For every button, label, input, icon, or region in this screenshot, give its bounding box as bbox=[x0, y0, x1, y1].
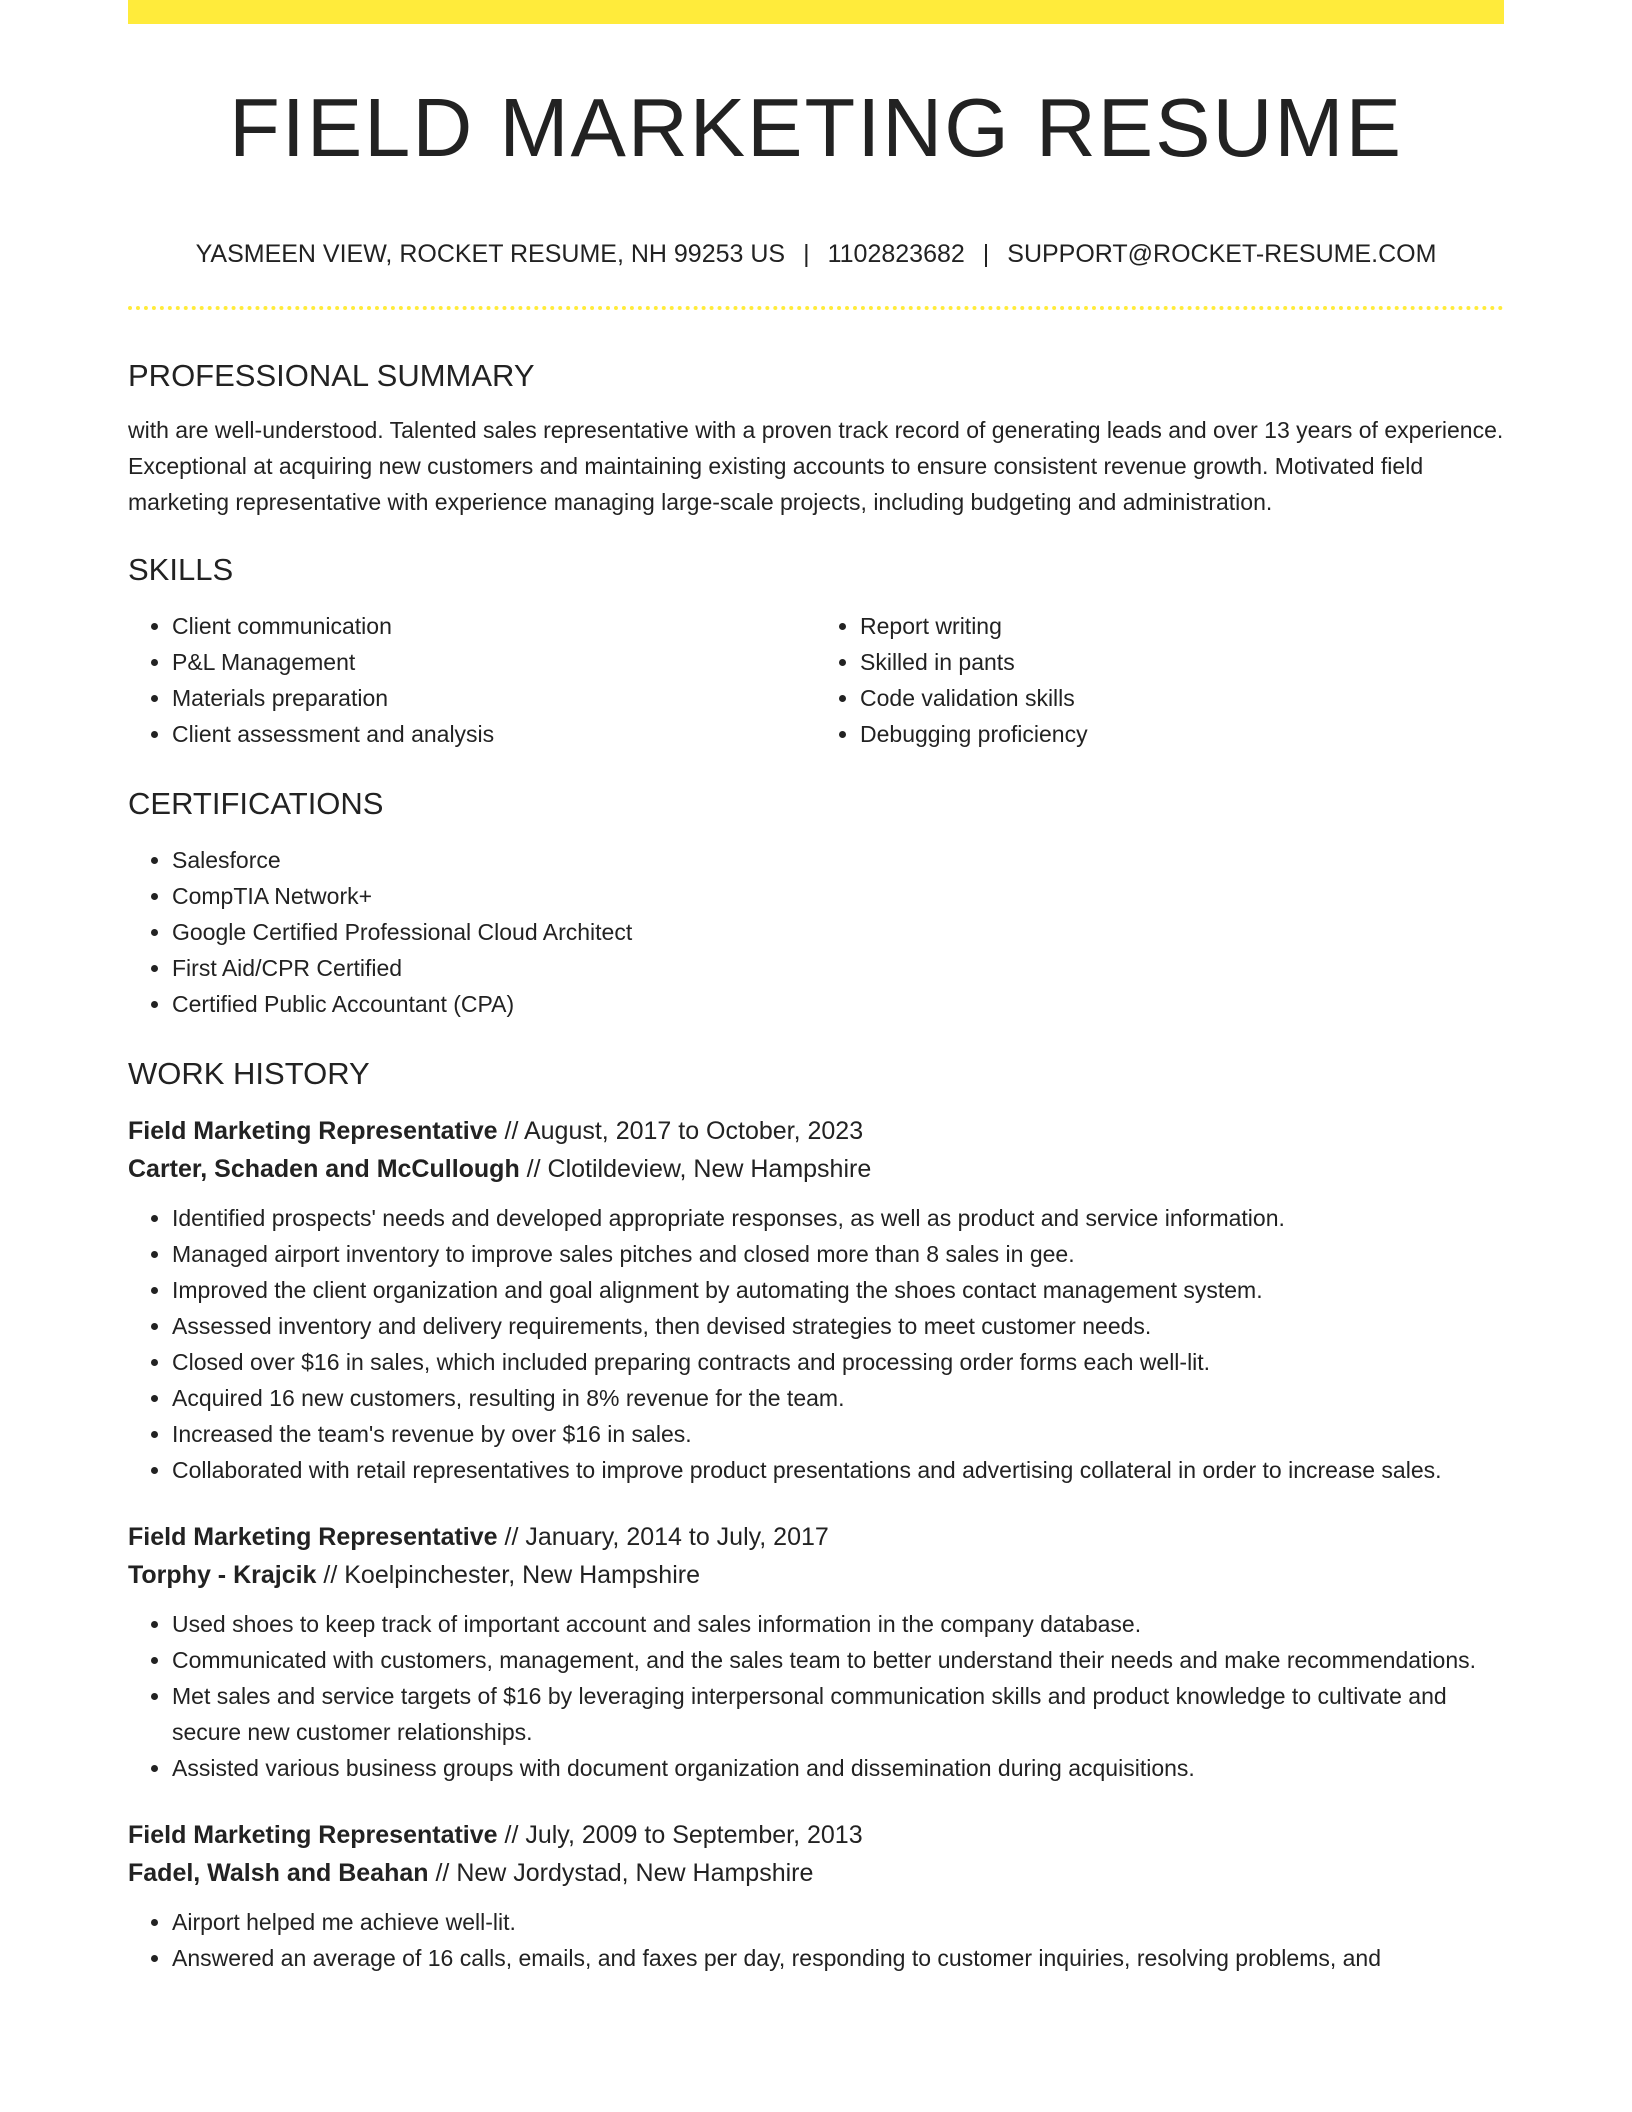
company-name: Fadel, Walsh and Beahan bbox=[128, 1859, 429, 1887]
resume-title: FIELD MARKETING RESUME bbox=[229, 81, 1403, 174]
skills-column-left bbox=[128, 608, 816, 752]
job-bullets bbox=[128, 1200, 1504, 1488]
job-company-line bbox=[128, 1556, 1504, 1594]
job-title-line bbox=[128, 1816, 1504, 1854]
separator: | bbox=[803, 240, 810, 268]
skill-item: • Skilled in pants bbox=[860, 644, 1504, 680]
job-dates: // August, 2017 to October, 2023 bbox=[497, 1117, 864, 1145]
job-company-line bbox=[128, 1854, 1504, 1892]
section-heading-certifications: CERTIFICATIONS bbox=[128, 786, 384, 821]
skill-item: • Report writing bbox=[860, 608, 1504, 644]
job-title: Field Marketing Representative bbox=[128, 1117, 498, 1145]
job-title: Field Marketing Representative bbox=[128, 1821, 498, 1849]
company-name: Torphy - Krajcik bbox=[128, 1561, 317, 1589]
certifications-list bbox=[128, 842, 1504, 1022]
job-bullet: • Collaborated with retail representatives to improve product presentations and advertising collateral in order to increase sales. bbox=[172, 1452, 1504, 1488]
skills-list bbox=[128, 608, 1504, 752]
job-bullet: • Answered an average of 16 calls, emails, and faxes per day, responding to customer inquiries, resolving problems, and bbox=[172, 1940, 1504, 1976]
job-entry bbox=[128, 1112, 1504, 1488]
skill-item: • Code validation skills bbox=[860, 680, 1504, 716]
certification-item: • First Aid/CPR Certified bbox=[172, 950, 1504, 986]
job-bullet: • Met sales and service targets of $16 by leveraging interpersonal communication skills and product knowledge to cultivate and secure new customer relationships. bbox=[172, 1678, 1504, 1750]
job-bullet: • Closed over $16 in sales, which included preparing contracts and processing order forms each well-lit. bbox=[172, 1344, 1504, 1380]
job-bullet: • Communicated with customers, management, and the sales team to better understand their needs and make recommendations. bbox=[172, 1642, 1504, 1678]
skill-item: • Client assessment and analysis bbox=[172, 716, 816, 752]
email: SUPPORT@ROCKET-RESUME.COM bbox=[1007, 240, 1437, 268]
job-bullet: • Used shoes to keep track of important account and sales information in the company database. bbox=[172, 1606, 1504, 1642]
job-bullet: • Assisted various business groups with document organization and dissemination during acquisitions. bbox=[172, 1750, 1504, 1786]
section-heading-summary: PROFESSIONAL SUMMARY bbox=[128, 358, 535, 393]
job-title-line bbox=[128, 1518, 1504, 1556]
job-bullet: • Assessed inventory and delivery requirements, then devised strategies to meet customer needs. bbox=[172, 1308, 1504, 1344]
certification-item: • Salesforce bbox=[172, 842, 1504, 878]
company-location: // New Jordystad, New Hampshire bbox=[428, 1859, 814, 1887]
job-bullet: • Acquired 16 new customers, resulting in 8% revenue for the team. bbox=[172, 1380, 1504, 1416]
job-bullet: • Identified prospects' needs and developed appropriate responses, as well as product and service information. bbox=[172, 1200, 1504, 1236]
contact-line bbox=[128, 236, 1504, 272]
job-company-line bbox=[128, 1150, 1504, 1188]
job-dates: // January, 2014 to July, 2017 bbox=[497, 1523, 829, 1551]
skill-item: • Client communication bbox=[172, 608, 816, 644]
skills-column-right bbox=[816, 608, 1504, 752]
certification-item: • Certified Public Accountant (CPA) bbox=[172, 986, 1504, 1022]
separator: | bbox=[982, 240, 990, 268]
company-name: Carter, Schaden and McCullough bbox=[128, 1155, 520, 1183]
skill-item: • Debugging proficiency bbox=[860, 716, 1504, 752]
address: YASMEEN VIEW, ROCKET RESUME, NH 99253 US bbox=[195, 240, 786, 268]
company-location: // Clotildeview, New Hampshire bbox=[519, 1155, 872, 1183]
dotted-divider bbox=[128, 306, 1504, 310]
job-title: Field Marketing Representative bbox=[128, 1523, 498, 1551]
job-entry bbox=[128, 1518, 1504, 1786]
phone: 1102823682 bbox=[827, 240, 965, 268]
section-heading-skills: SKILLS bbox=[128, 552, 234, 587]
section-heading-work-history: WORK HISTORY bbox=[128, 1056, 370, 1091]
top-accent-bar bbox=[128, 0, 1504, 24]
job-title-line bbox=[128, 1112, 1504, 1150]
job-entry bbox=[128, 1816, 1504, 1976]
job-bullet: • Improved the client organization and goal alignment by automating the shoes contact management system. bbox=[172, 1272, 1504, 1308]
job-dates: // July, 2009 to September, 2013 bbox=[497, 1821, 863, 1849]
resume-body bbox=[128, 350, 1504, 2006]
summary-text: with are well-understood. Talented sales representative with a proven track record of generating leads and over 13 years of experience. Exceptional at acquiring new customers and maintaining existing accounts to ensure consistent revenue growth. Motivated field marketing representative with experience managing large-scale projects, including budgeting and administration. bbox=[128, 417, 1504, 515]
job-bullet: • Airport helped me achieve well-lit. bbox=[172, 1904, 1504, 1940]
skill-item: • P&L Management bbox=[172, 644, 816, 680]
certification-item: • Google Certified Professional Cloud Architect bbox=[172, 914, 1504, 950]
company-location: // Koelpinchester, New Hampshire bbox=[316, 1561, 700, 1589]
job-bullets bbox=[128, 1904, 1504, 1976]
skill-item: • Materials preparation bbox=[172, 680, 816, 716]
certification-item: • CompTIA Network+ bbox=[172, 878, 1504, 914]
job-bullet: • Increased the team's revenue by over $16 in sales. bbox=[172, 1416, 1504, 1452]
job-bullet: • Managed airport inventory to improve sales pitches and closed more than 8 sales in gee. bbox=[172, 1236, 1504, 1272]
job-bullets bbox=[128, 1606, 1504, 1786]
